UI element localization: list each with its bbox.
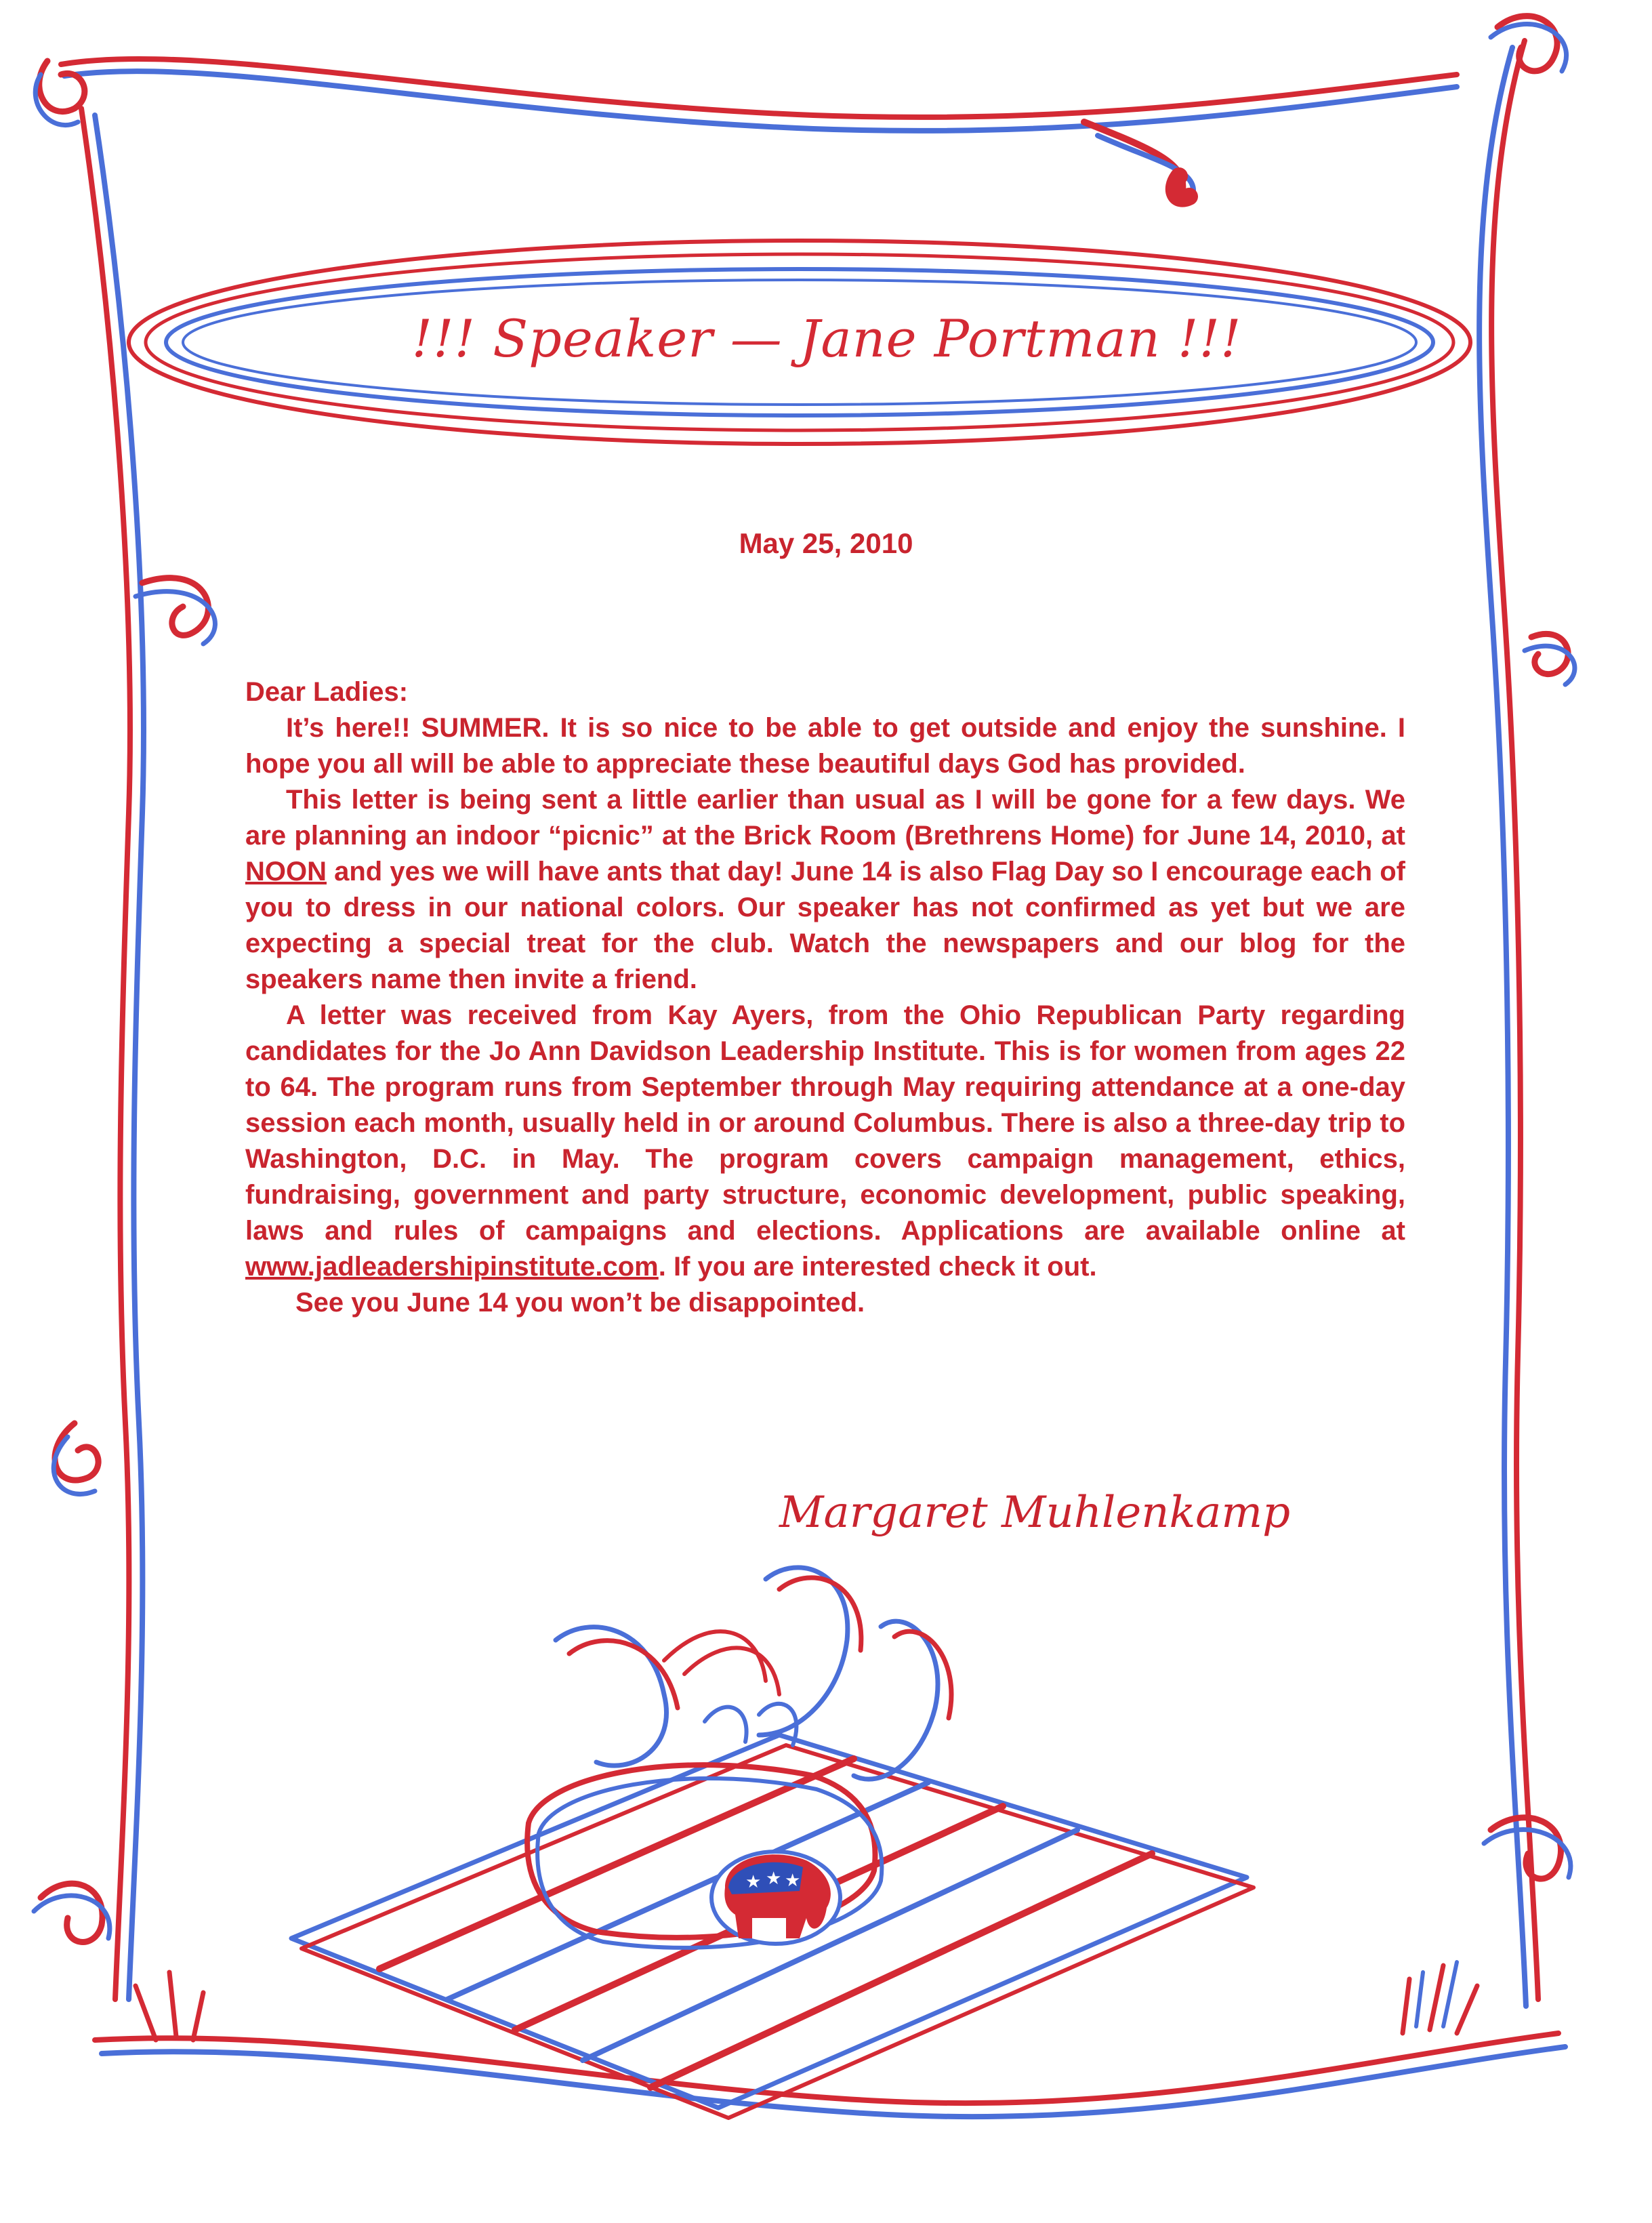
picnic-basket-on-blanket — [291, 1568, 1254, 2118]
svg-text:★: ★ — [785, 1871, 801, 1891]
paragraph-summer: It’s here!! SUMMER. It is so nice to be able to get outside and enjoy the sunshine. I hope you all will be able to appreciate these beautiful days God has provided. — [245, 713, 1405, 779]
page-title: !!! Speaker — Jane Portman !!! — [411, 308, 1242, 369]
letter-body — [245, 674, 1405, 1321]
left-ribbon — [34, 108, 215, 1999]
letter-greeting: Dear Ladies: — [245, 677, 409, 707]
paragraph-institute-text-1: A letter was received from Kay Ayers, from the Ohio Republican Party regarding candidates for the Jo Ann Davidson Leadership Institute. This is for women from ages 22 to 64. The program runs from September through May requiring attendance at a one-day session each month, usually held in or around Columbus. There is also a three-day trip to Washington, D.C. in May. The program covers campaign management, ethics, fundraising, government and party structure, economic development, public speaking, laws and rules of campaigns and elections. Applications are available online at — [245, 1000, 1405, 1246]
paragraph-picnic-text-1: This letter is being sent a little earlier than usual as I will be gone for a few days. We are planning an indoor “picnic” at the Brick Room (Brethrens Home) for June 14, 2010, at — [245, 785, 1405, 851]
institute-website-link[interactable]: www.jadleadershipinstitute.com — [245, 1252, 659, 1282]
right-ribbon — [1479, 16, 1575, 2006]
top-ribbon — [35, 59, 1457, 199]
paragraph-institute-text-2: . If you are interested check it out. — [658, 1252, 1097, 1282]
svg-text:★: ★ — [745, 1872, 762, 1892]
republican-elephant-emblem — [711, 1852, 840, 1944]
paragraph-picnic-text-2: and yes we will have ants that day! June 14 is also Flag Day so I encourage each of you to dress in our national colors. Our speaker has not confirmed as yet but we are expecting a special treat for the club. Watch the newspapers and our blog for the speakers name then invite a friend. — [245, 857, 1405, 994]
paragraph-institute — [245, 998, 1405, 1285]
paragraph-closing: See you June 14 you won’t be disappointed. — [295, 1288, 865, 1318]
letter-date: May 25, 2010 — [739, 527, 913, 559]
noon-emphasis: NOON — [245, 857, 327, 886]
paragraph-picnic — [245, 782, 1405, 998]
svg-text:★: ★ — [766, 1869, 782, 1889]
signature: Margaret Muhlenkamp — [779, 1488, 1291, 1538]
bottom-ribbon — [95, 1962, 1565, 2117]
